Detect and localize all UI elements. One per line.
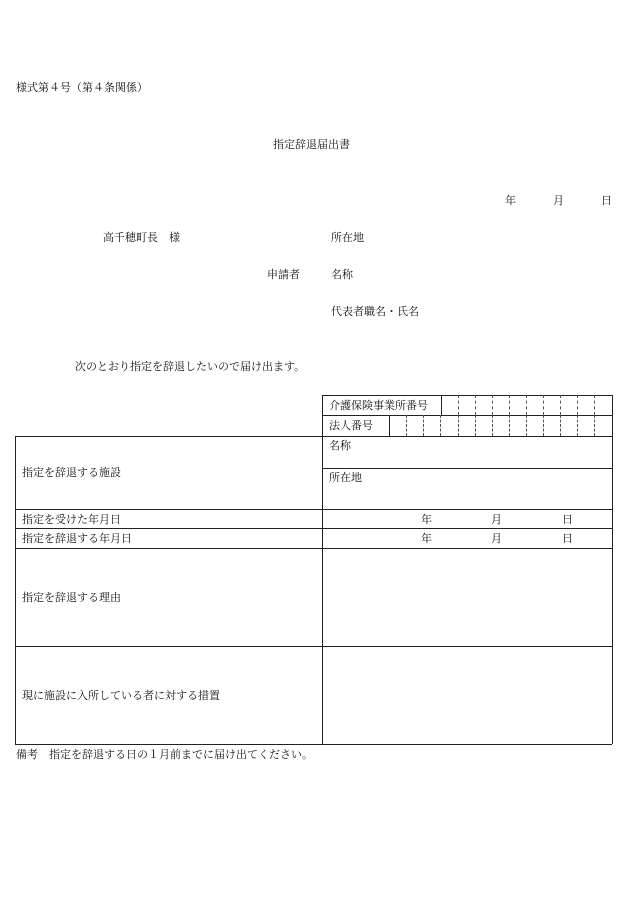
- withdraw-date-year: 年: [421, 532, 432, 545]
- applicant-address-label: 所在地: [331, 231, 364, 244]
- applicant-representative-label: 代表者職名・氏名: [331, 305, 419, 318]
- corporate-number-label: 法人番号: [329, 419, 373, 432]
- facility-name-label: 名称: [329, 439, 351, 452]
- form-number: 様式第４号（第４条関係）: [16, 81, 148, 94]
- page-title: 指定辞退届出書: [273, 138, 350, 151]
- withdraw-date-label: 指定を辞退する年月日: [22, 532, 132, 545]
- withdraw-date-day: 日: [562, 532, 573, 545]
- designated-date-day: 日: [562, 513, 573, 526]
- date-year-label: 年: [505, 194, 516, 207]
- designated-date-month: 月: [491, 513, 502, 526]
- measures-field[interactable]: [323, 647, 611, 743]
- reason-field[interactable]: [323, 549, 611, 645]
- addressee: 高千穂町長 様: [103, 231, 180, 244]
- applicant-name-label: 名称: [331, 268, 353, 281]
- date-month-label: 月: [553, 194, 564, 207]
- facility-address-field[interactable]: [370, 469, 610, 508]
- intro-text: 次のとおり指定を辞退したいので届け出ます。: [75, 360, 306, 373]
- withdraw-date-month: 月: [491, 532, 502, 545]
- facility-label: 指定を辞退する施設: [22, 466, 121, 479]
- designated-date-year: 年: [421, 513, 432, 526]
- remarks: 備考 指定を辞退する日の１月前までに届け出てください。: [16, 748, 313, 761]
- measures-label: 現に施設に入所している者に対する措置: [22, 689, 220, 702]
- date-day-label: 日: [601, 194, 612, 207]
- facility-address-label: 所在地: [329, 471, 362, 484]
- office-number-label: 介護保険事業所番号: [329, 399, 428, 412]
- designated-date-label: 指定を受けた年月日: [22, 513, 121, 526]
- facility-name-field[interactable]: [360, 437, 610, 467]
- applicant-label: 申請者: [267, 268, 300, 281]
- reason-label: 指定を辞退する理由: [22, 591, 121, 604]
